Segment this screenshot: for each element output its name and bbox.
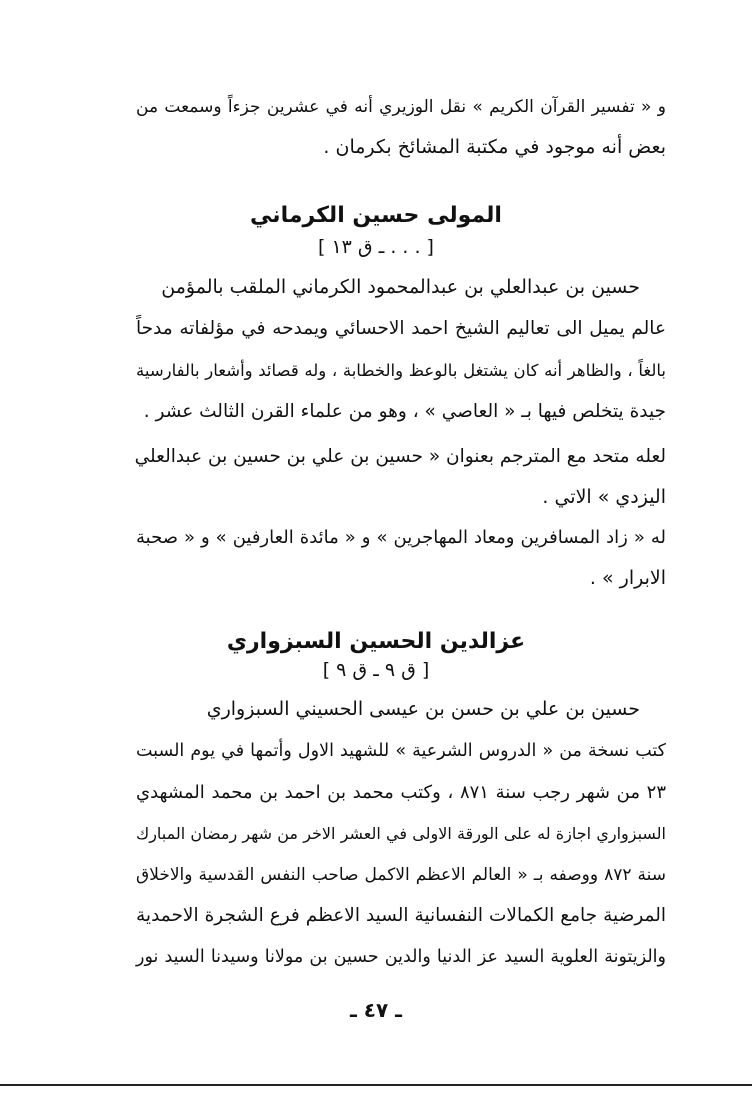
- entry-line: بالغاً ، والظاهر أنه كان يشتغل بالوعظ والخطابة ، وله قصائد وأشعار بالفارسية: [136, 361, 666, 380]
- entry-dates: [ ق ٩ ـ ق ٩ ]: [322, 659, 430, 681]
- entry-line: السبزواري اجازة له على الورقة الاولى في العشر الاخر من شهر رمضان المبارك: [136, 824, 666, 843]
- intro-line-2: بعض أنه موجود في مكتبة المشائخ بكرمان .: [323, 136, 666, 158]
- entry-line: عالم يميل الى تعاليم الشيخ احمد الاحسائي ويمدحه في مؤلفاته مدحاً: [136, 318, 666, 339]
- entry-line: جيدة يتخلص فيها بـ « العاصي » ، وهو من علماء القرن الثالث عشر .: [143, 401, 666, 422]
- entry-dates: [ . . . ـ ق ١٣ ]: [318, 236, 434, 258]
- entry-line: الابرار » .: [589, 567, 666, 589]
- entry-line: له « زاد المسافرين ومعاد المهاجرين » و « مائدة العارفين » و « صحبة: [136, 527, 666, 548]
- entry-line: حسين بن عبدالعلي بن عبدالمحمود الكرماني الملقب بالمؤمن: [161, 276, 640, 298]
- entry-line: سنة ٨٧٢ ووصفه بـ « العالم الاعظم الاكمل صاحب النفس القدسية والاخلاق: [136, 865, 666, 885]
- entry-line: ٢٣ من شهر رجب سنة ٨٧١ ، وكتب محمد بن احمد بن محمد المشهدي: [136, 782, 666, 803]
- intro-line-1: و « تفسير القرآن الكريم » نقل الوزيري أنه في عشرين جزءاً وسمعت من: [136, 97, 666, 117]
- entry-title: عزالدين الحسين السبزواري: [226, 629, 526, 654]
- page-number: ـ ٤٧ ـ: [349, 998, 403, 1022]
- entry-title: المولى حسين الكرماني: [250, 203, 502, 228]
- entry-line: والزيتونة العلوية السيد عز الدنيا والدين حسين بن مولانا وسيدنا السيد نور: [136, 947, 666, 967]
- bottom-rule: [0, 1084, 752, 1086]
- entry-line: اليزدي » الاتي .: [542, 486, 666, 508]
- entry-line: حسين بن علي بن حسن بن عيسى الحسيني السبزواري: [206, 698, 640, 720]
- entry-line: كتب نسخة من « الدروس الشرعية » للشهيد الاول وأتمها في يوم السبت: [136, 741, 666, 761]
- entry-line: المرضية جامع الكمالات النفسانية السيد الاعظم فرع الشجرة الاحمدية: [136, 905, 666, 926]
- entry-line: لعله متحد مع المترجم بعنوان « حسين بن علي بن حسين بن عبدالعلي: [134, 446, 666, 467]
